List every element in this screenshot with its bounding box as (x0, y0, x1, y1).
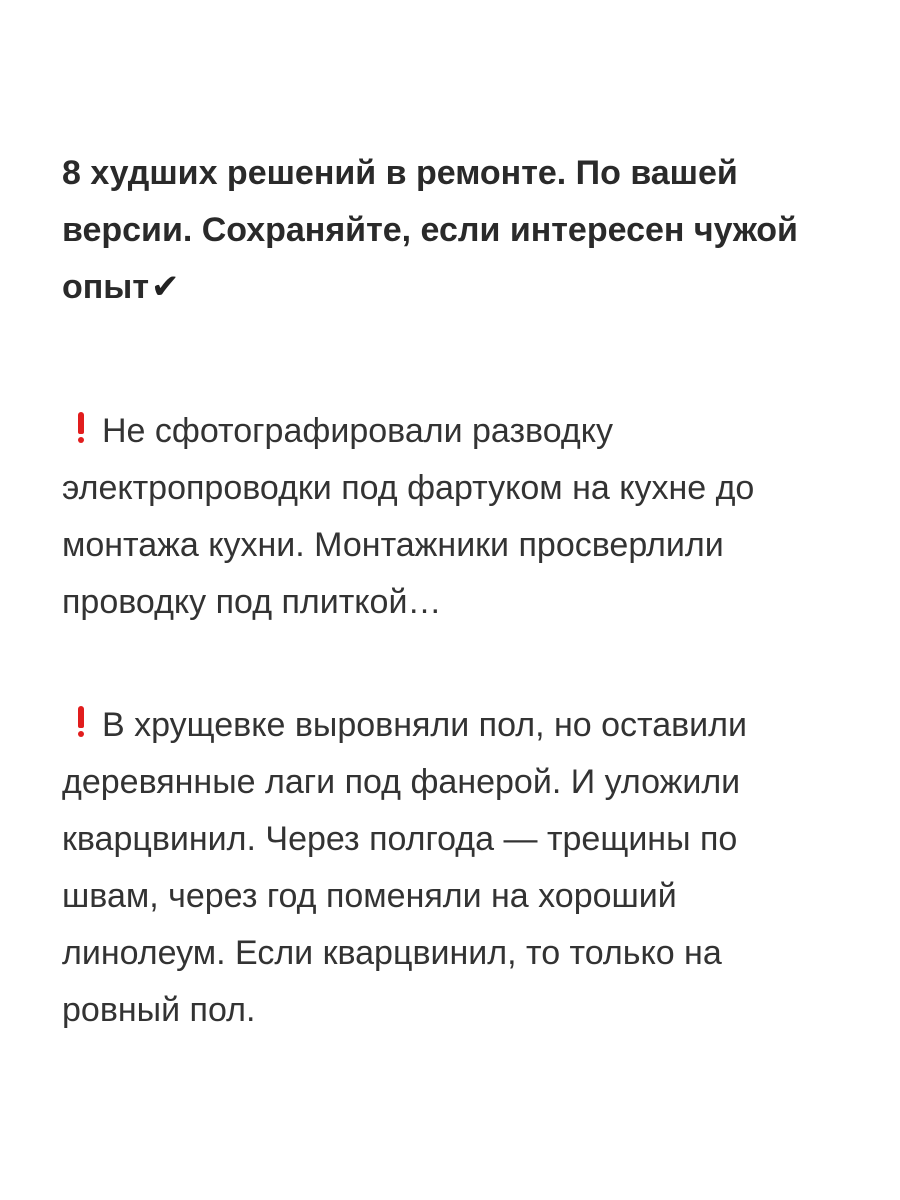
list-item (62, 403, 840, 631)
item-text: В хрущевке выровняли пол, но оставили деревянные лаги под фанерой. И уложили кварцвинил. Через полгода — трещины по швам, через год поменяли на хороший линолеум. Если кварцвинил, то только на ровный пол. (62, 706, 748, 1029)
check-mark-icon: ✔ (151, 268, 180, 306)
heading-text: 8 худших решений в ремонте. По вашей версии. Сохраняйте, если интересен чужой опыт (62, 154, 798, 306)
item-text: Не сфотографировали разводку электропроводки под фартуком на кухне до монтажа кухни. Монтажники просверлили проводку под плиткой… (62, 412, 755, 621)
post-heading (62, 145, 840, 316)
list-item (62, 697, 840, 1039)
